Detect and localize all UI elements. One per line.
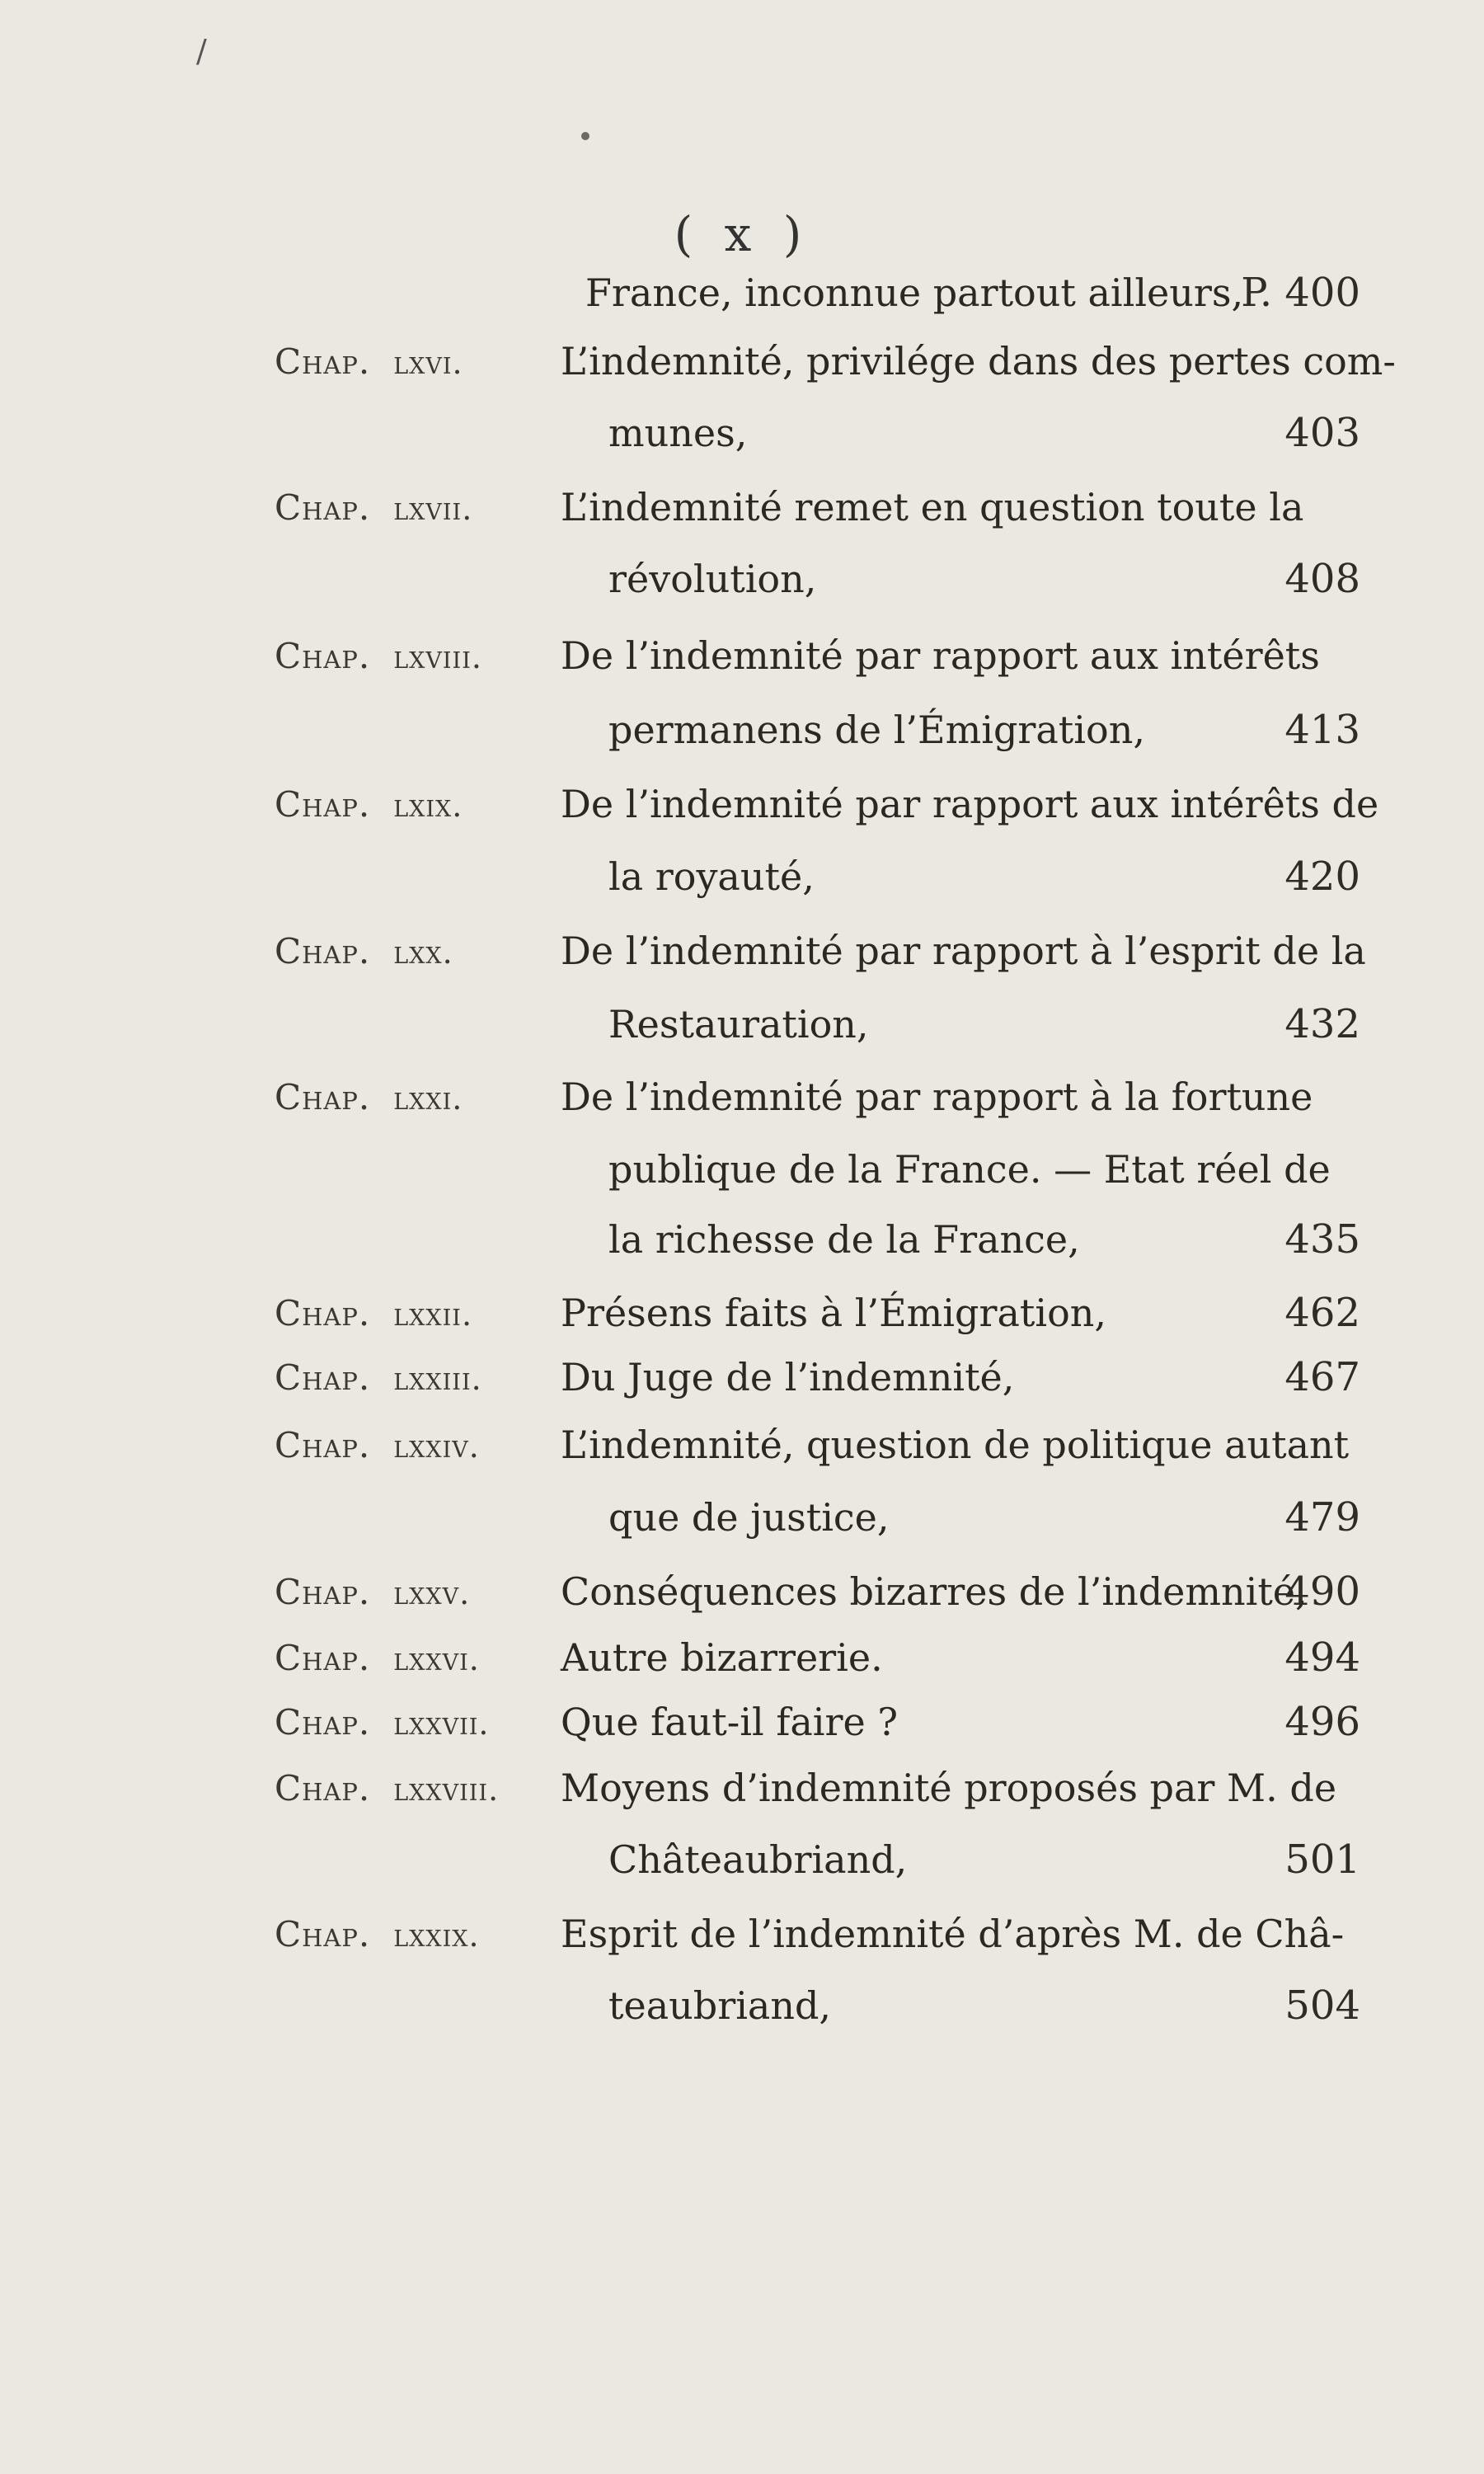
toc-entry (0, 1423, 1484, 1467)
entry-page: 490 (1284, 1569, 1360, 1615)
toc-entry (0, 1354, 1484, 1400)
toc-entry (0, 1699, 1484, 1745)
entry-page: P. 400 (1241, 270, 1360, 316)
chapter-label: Chap. lxxvii. (275, 1701, 490, 1743)
chapter-label: Chap. lxxi. (275, 1076, 463, 1117)
entry-page: 403 (1284, 410, 1360, 456)
toc-entry (0, 782, 1484, 826)
toc-entry (0, 339, 1484, 383)
toc-entry-cont (0, 707, 1484, 753)
entry-page: 420 (1284, 854, 1360, 900)
entry-line: la richesse de la France, (608, 1217, 1080, 1262)
entry-line: Du Juge de l’indemnité, (561, 1355, 1015, 1399)
chapter-label: Chap. lxxviii. (275, 1767, 500, 1808)
entry-line: munes, (608, 411, 748, 455)
entry-line: Châteaubriand, (608, 1837, 908, 1882)
toc-entry-cont (0, 556, 1484, 602)
toc-entry (0, 485, 1484, 529)
toc-entry-cont (0, 1216, 1484, 1263)
toc-entry (0, 929, 1484, 973)
toc-entry-cont (0, 1494, 1484, 1540)
entry-line: Que faut-il faire ? (561, 1700, 898, 1744)
chapter-label: Chap. lxxv. (275, 1571, 471, 1612)
entry-line: publique de la France. — Etat réel de (608, 1147, 1331, 1192)
entry-line: Conséquences bizarres de l’indemnité, (561, 1569, 1308, 1614)
entry-page: 504 (1284, 1982, 1360, 2029)
toc-entry-cont (0, 410, 1484, 456)
toc-entry (0, 1766, 1484, 1810)
chapter-label: Chap. lxxvi. (275, 1637, 480, 1678)
entry-page: 479 (1284, 1494, 1360, 1540)
toc-entry-continued (0, 270, 1484, 316)
page-number: ( x ) (674, 206, 810, 262)
chapter-label: Chap. lxxix. (275, 1913, 480, 1954)
entry-page: 413 (1284, 707, 1360, 753)
entry-line: L’indemnité, privilége dans des pertes com- (561, 339, 1396, 383)
entry-page: 462 (1284, 1290, 1360, 1336)
toc-entry (0, 1075, 1484, 1119)
entry-line: Moyens d’indemnité proposés par M. de (561, 1766, 1337, 1810)
entry-page: 494 (1284, 1634, 1360, 1681)
chapter-label: Chap. lxvii. (275, 487, 473, 528)
entry-page: 408 (1284, 556, 1360, 602)
entry-line: L’indemnité remet en question toute la (561, 485, 1304, 529)
entry-line: la royauté, (608, 854, 815, 899)
entry-page: 432 (1284, 1001, 1360, 1047)
entry-line: teaubriand, (608, 1983, 832, 2028)
chapter-label: Chap. lxx. (275, 930, 453, 971)
entry-line: révolution, (608, 557, 817, 601)
chapter-label: Chap. lxxii. (275, 1292, 473, 1333)
chapter-label: Chap. lxviii. (275, 635, 482, 676)
chapter-label: Chap. lxxiv. (275, 1424, 480, 1465)
entry-line: Autre bizarrerie. (561, 1635, 883, 1680)
entry-line: Présens faits à l’Émigration, (561, 1291, 1107, 1335)
toc-entry (0, 1290, 1484, 1336)
entry-line: De l’indemnité par rapport à l’esprit de la (561, 929, 1366, 973)
entry-page: 467 (1284, 1354, 1360, 1400)
entry-line: L’indemnité, question de politique autant (561, 1423, 1350, 1467)
entry-line: France, inconnue partout ailleurs, (585, 270, 1244, 315)
toc-entry-cont (0, 1147, 1484, 1192)
entry-line: Restauration, (608, 1002, 869, 1047)
entry-line: De l’indemnité par rapport à la fortune (561, 1075, 1313, 1119)
entry-line: Esprit de l’indemnité d’après M. de Châ- (561, 1912, 1345, 1956)
entry-page: 501 (1284, 1837, 1360, 1883)
ink-spot (581, 132, 589, 140)
entry-line: permanens de l’Émigration, (608, 708, 1145, 752)
entry-line: que de justice, (608, 1495, 890, 1540)
toc-entry-cont (0, 1001, 1484, 1047)
chapter-label: Chap. lxxiii. (275, 1357, 482, 1398)
chapter-label: Chap. lxvi. (275, 341, 463, 382)
entry-line: De l’indemnité par rapport aux intérêts (561, 633, 1320, 678)
entry-page: 496 (1284, 1699, 1360, 1745)
chapter-label: Chap. lxix. (275, 783, 463, 825)
margin-slash-mark: / (196, 33, 207, 69)
toc-entry (0, 1912, 1484, 1956)
entry-page: 435 (1284, 1216, 1360, 1263)
entry-line: De l’indemnité par rapport aux intérêts de (561, 782, 1379, 826)
